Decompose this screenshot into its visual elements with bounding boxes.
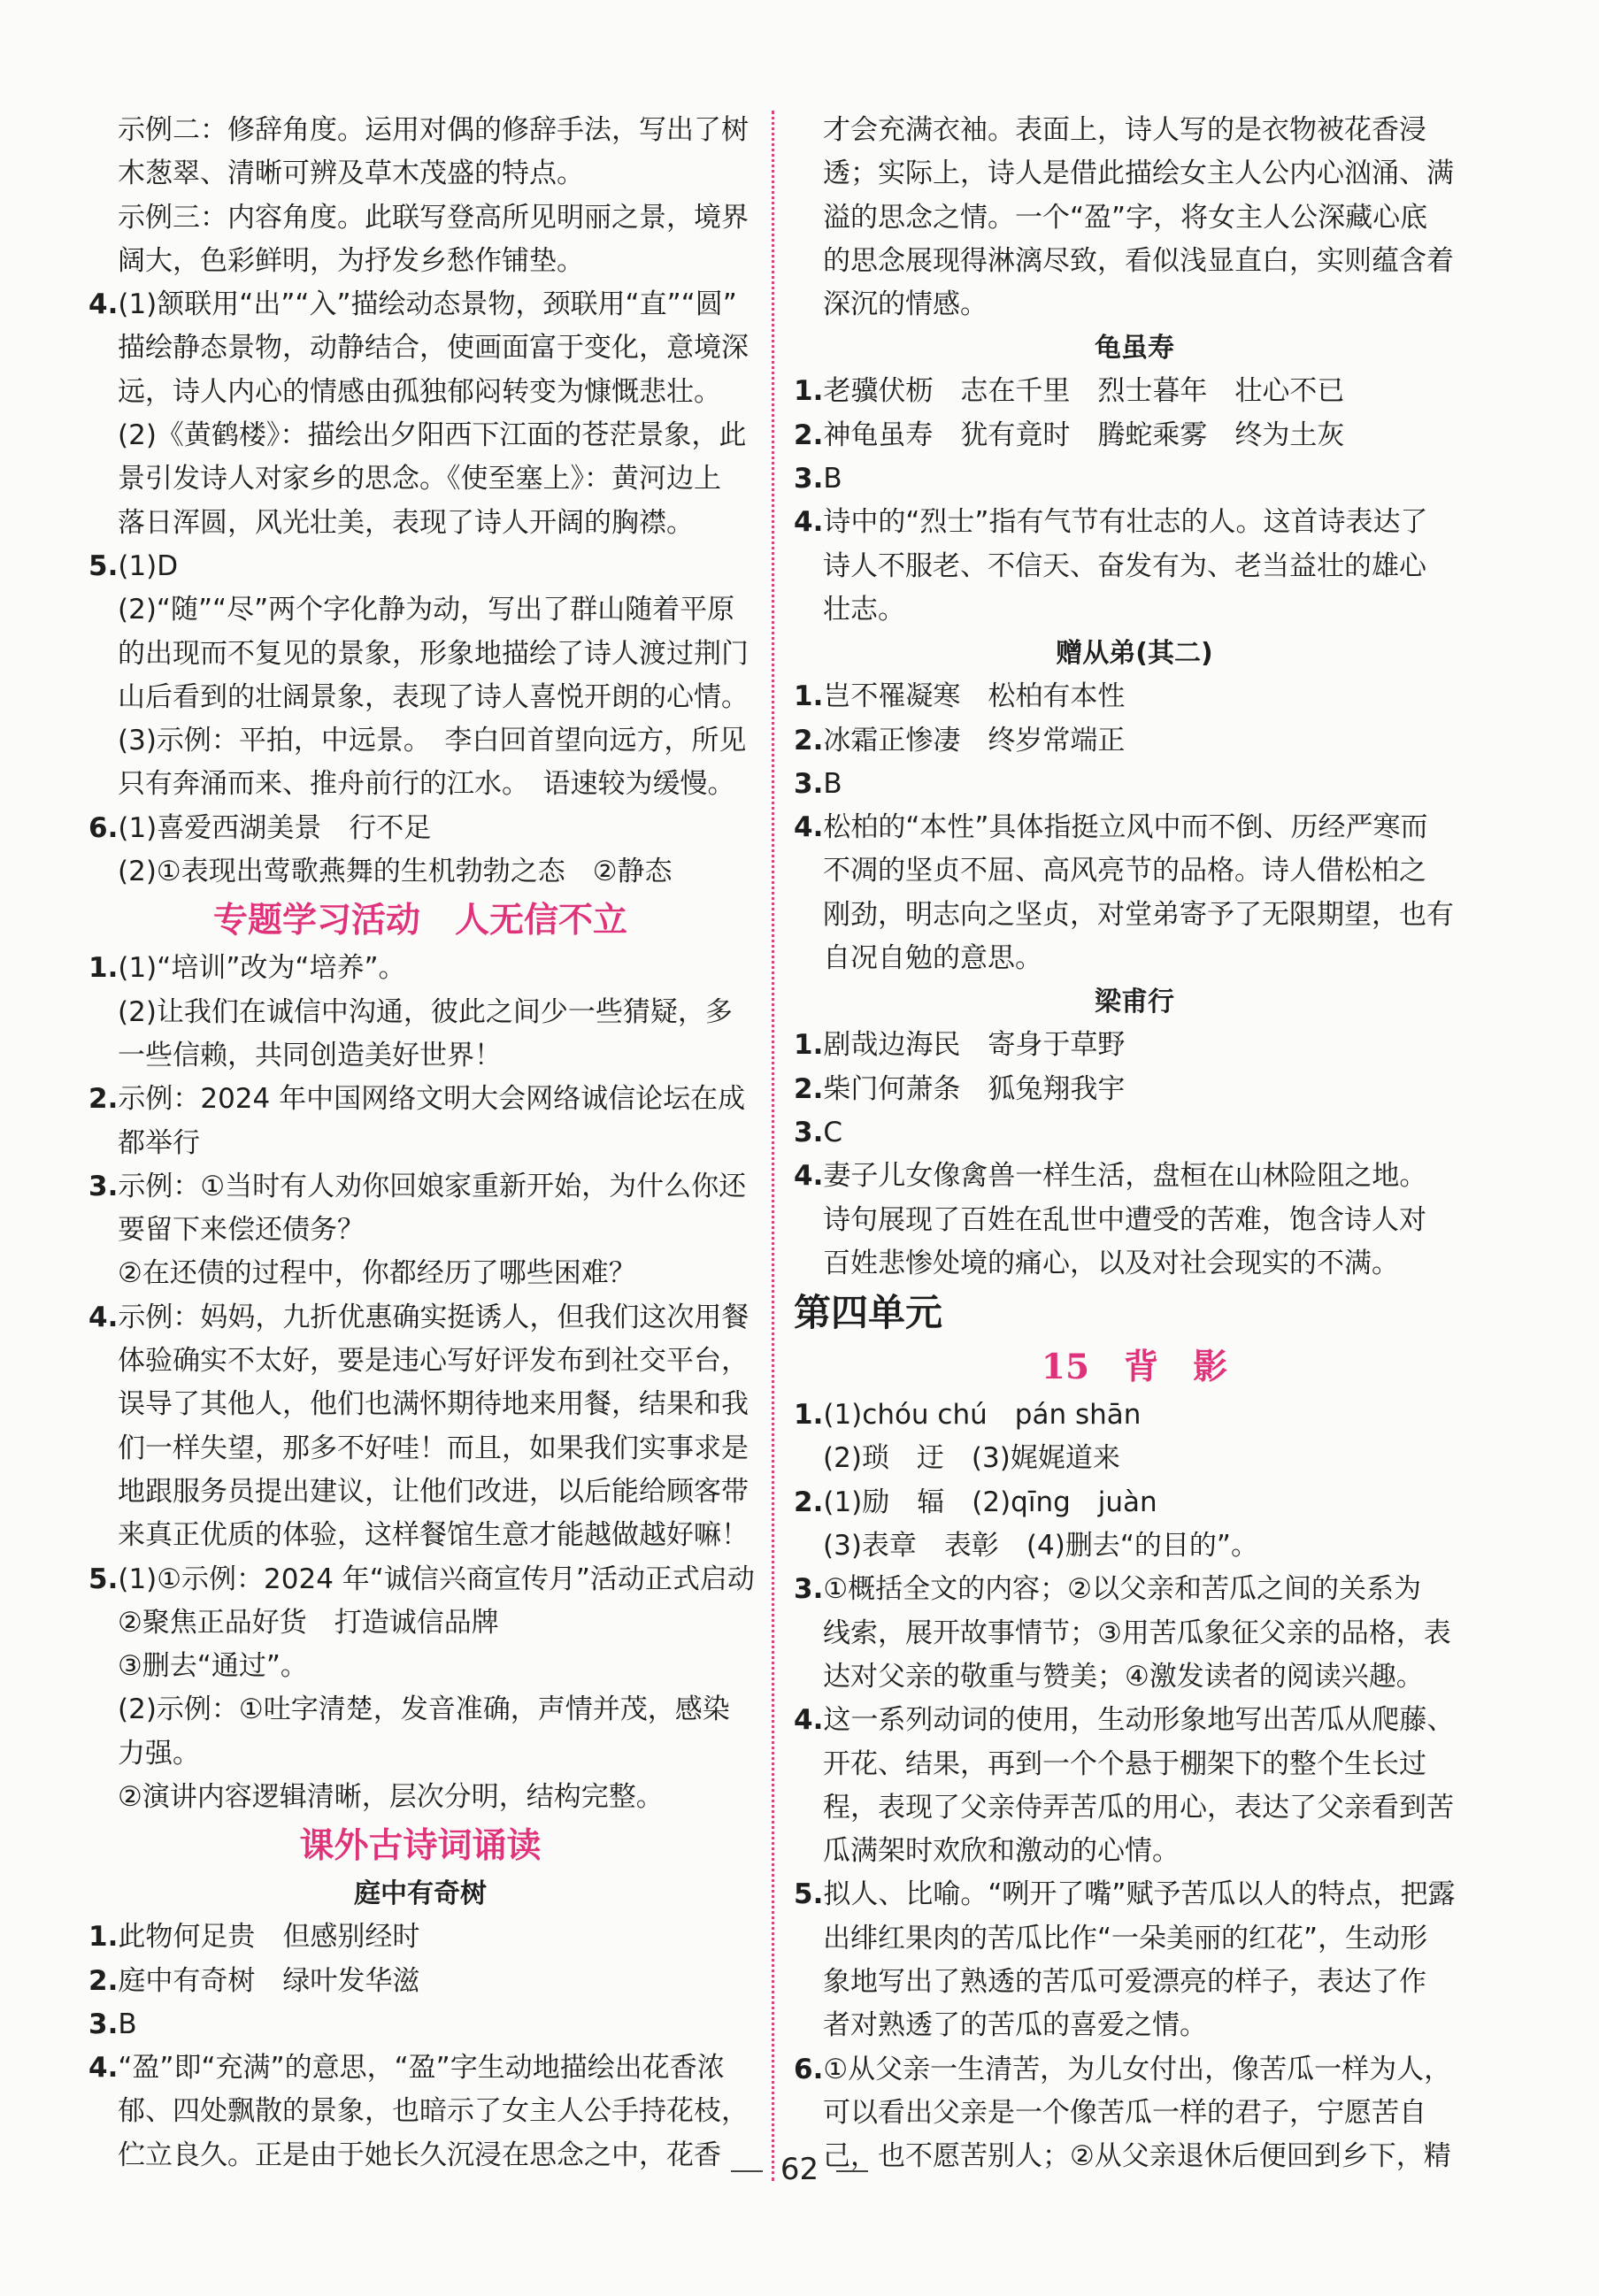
text-line <box>88 807 752 850</box>
answer-item <box>794 370 1475 413</box>
text-line <box>88 1558 755 1601</box>
text-line <box>794 763 1475 806</box>
item-text: 示例：妈妈，九折优惠确实挺诱人，但我们这次用餐 <box>118 1301 750 1333</box>
text-line: 不凋的坚贞不屈、高风亮节的品格。诗人借松柏之 <box>823 855 1426 887</box>
text-line: 描绘静态景物，动静结合，使画面富于变化，意境深 <box>118 332 749 365</box>
text-line: 溢的思念之情。一个“盈”字，将女主人公深藏心底 <box>823 201 1428 234</box>
item-text: 拟人、比喻。“咧开了嘴”赋予苦瓜以人的特点，把露 <box>823 1878 1456 1911</box>
text-line: ②聚焦正品好货 打造诚信品牌 <box>118 1606 499 1639</box>
text-line <box>794 719 1475 763</box>
answer-item <box>88 2003 752 2046</box>
item-number: 4. <box>88 2052 119 2085</box>
text-line <box>794 1394 1475 1437</box>
text-line <box>794 1155 1475 1198</box>
answer-item <box>794 501 1475 632</box>
poem-title: 庭中有奇树 <box>354 1878 487 1910</box>
unit-title: 第四单元 <box>794 1291 943 1335</box>
answer-item <box>794 1155 1475 1286</box>
item-number: 5. <box>794 1878 824 1911</box>
item-number: 4. <box>88 1301 119 1333</box>
item-number: 2. <box>88 1083 119 1116</box>
text-line: 壮志。 <box>823 593 905 626</box>
answer-item <box>88 1960 752 2003</box>
item-text: (1)喜爱西湖美景 行不足 <box>118 811 432 844</box>
item-number: 1. <box>88 1921 119 1954</box>
item-number: 2. <box>794 1072 824 1105</box>
text-line: 的出现而不复见的景象，形象地描绘了诗人渡过荆门 <box>118 637 749 670</box>
item-text: (1)颔联用“出”“入”描绘动态景物，颈联用“直”“圆” <box>118 288 737 321</box>
item-text: (1)chóu chú pán shān <box>823 1399 1142 1432</box>
page-footer <box>0 2152 1599 2187</box>
text-line: 透；实际上，诗人是借此描绘女主人公内心汹涌、满 <box>823 157 1454 190</box>
item-text: 老骥伏枥 志在千里 烈士暮年 壮心不已 <box>823 375 1345 408</box>
text-line: 象地写出了熟透的苦瓜可爱漂亮的样子，表达了作 <box>823 1965 1426 1998</box>
item-text: (1)励 辐 (2)qīng juàn <box>823 1486 1157 1518</box>
answer-item <box>88 1916 752 1959</box>
text-line <box>88 1296 752 1340</box>
poem-title: 龟虽寿 <box>1095 333 1174 365</box>
item-text: 剧哉边海民 寄身于草野 <box>823 1029 1126 1062</box>
answer-paragraph <box>88 991 752 1079</box>
text-line: 出绯红果肉的苦瓜比作“一朵美丽的红花”，生动形 <box>823 1922 1428 1954</box>
item-number: 3. <box>794 1573 824 1606</box>
answer-paragraph <box>794 109 1475 326</box>
text-line: 达对父亲的敬重与赞美；④激发读者的阅读兴趣。 <box>823 1660 1424 1693</box>
answer-item <box>88 807 752 850</box>
page-number: 62 <box>780 2152 819 2187</box>
text-line: 误导了其他人，他们也满怀期待地来用餐，结果和我 <box>118 1388 749 1421</box>
item-number: 3. <box>794 463 824 495</box>
section-title: 课外古诗词诵读 <box>299 1825 542 1867</box>
text-line <box>794 1699 1475 1742</box>
answer-paragraph <box>88 196 752 284</box>
text-line: (3)示例：平拍，中远景。 李白回首望向远方，所见 <box>118 725 747 757</box>
item-number: 4. <box>88 288 119 321</box>
text-line <box>794 414 1475 457</box>
item-number: 4. <box>794 506 824 539</box>
item-text: (1)D <box>118 549 179 582</box>
text-line: 刚劲，明志向之坚贞，对堂弟寄予了无限期望，也有 <box>823 898 1454 931</box>
text-line <box>794 457 1475 501</box>
text-line <box>794 1481 1475 1524</box>
item-text: 此物何足贵 但感别经时 <box>118 1921 420 1954</box>
text-line <box>88 1916 752 1959</box>
item-number: 3. <box>88 2008 119 2040</box>
right-column <box>794 109 1475 2178</box>
item-number: 5. <box>88 549 119 582</box>
item-number: 3. <box>794 767 824 800</box>
answer-item <box>794 1024 1475 1067</box>
item-number: 6. <box>794 2053 824 2085</box>
answer-paragraph <box>88 588 752 719</box>
text-line: 自况自勉的意思。 <box>823 942 1042 975</box>
answer-item <box>794 806 1475 980</box>
item-text: 松柏的“本性”具体指挺立风中而不倒、历经严寒而 <box>823 811 1428 844</box>
text-line <box>794 370 1475 413</box>
item-number: 6. <box>88 811 119 844</box>
text-line <box>794 1111 1475 1155</box>
item-text: (1)“培训”改为“培养”。 <box>118 952 406 985</box>
section-title: 专题学习活动 人无信不立 <box>212 900 627 941</box>
text-line: ②演讲内容逻辑清晰，层次分明，结构完整。 <box>118 1780 664 1813</box>
text-line: 都举行 <box>118 1126 200 1159</box>
answer-item <box>88 947 752 990</box>
text-line: 的思念展现得淋漓尽致，看似浅显直白，实则蕴含着 <box>823 244 1454 277</box>
text-line <box>88 545 752 588</box>
answer-item <box>794 1111 1475 1155</box>
item-text: 神龟虽寿 犹有竟时 腾蛇乘雾 终为土灰 <box>823 419 1345 451</box>
answer-item <box>794 1568 1475 1699</box>
answer-item <box>794 1481 1475 1569</box>
answer-paragraph <box>88 850 752 894</box>
item-text: 妻子儿女像禽兽一样生活，盘桓在山林险阻之地。 <box>823 1160 1427 1193</box>
answer-paragraph <box>88 1252 752 1295</box>
text-line: 百姓悲惨处境的痛心，以及对社会现实的不满。 <box>823 1247 1399 1279</box>
item-text: 示例：①当时有人劝你回娘家重新开始，为什么你还 <box>118 1170 747 1202</box>
item-text: 这一系列动词的使用，生动形象地写出苦瓜从爬藤、 <box>823 1704 1455 1737</box>
answer-paragraph <box>88 414 752 545</box>
text-line: 阔大，色彩鲜明，为抒发乡愁作铺垫。 <box>118 244 584 277</box>
text-line: 示例三：内容角度。此联写登高所见明丽之景，境界 <box>118 201 749 234</box>
text-line: (2)“随”“尽”两个字化静为动，写出了群山随着平原 <box>118 594 735 626</box>
text-line: 木葱翠、清晰可辨及草木茂盛的特点。 <box>118 157 584 190</box>
text-line <box>88 1960 752 2003</box>
item-text: ①从父亲一生清苦，为儿女付出，像苦瓜一样为人， <box>823 2053 1452 2085</box>
item-text: ①概括全文的内容；②以父亲和苦瓜之间的关系为 <box>823 1573 1421 1606</box>
answer-item <box>88 1165 752 1253</box>
text-line: 诗人不服老、不信天、奋发有为、老当益壮的雄心 <box>823 549 1426 582</box>
text-line <box>794 501 1475 544</box>
answer-item <box>794 457 1475 501</box>
text-line: 力强。 <box>118 1737 200 1770</box>
left-column <box>88 109 755 2177</box>
answer-paragraph <box>88 1688 752 1819</box>
answer-paragraph <box>88 719 752 807</box>
item-text: 冰霜正惨凄 终岁常端正 <box>823 724 1126 756</box>
item-text: 庭中有奇树 绿叶发华滋 <box>118 1964 420 1997</box>
text-line: 线索，展开故事情节；③用苦瓜象征父亲的品格，表 <box>823 1616 1451 1649</box>
text-line: (2)让我们在诚信中沟通，彼此之间少一些猜疑，多 <box>118 995 733 1028</box>
text-line: (2)①表现出莺歌燕舞的生机勃勃之态 ②静态 <box>118 856 673 888</box>
text-line <box>88 2003 752 2046</box>
answer-item <box>88 1078 752 1165</box>
item-number: 2. <box>794 419 824 451</box>
item-text: 岂不罹凝寒 松柏有本性 <box>823 680 1126 713</box>
item-text: (1)①示例：2024 年“诚信兴商宣传月”活动正式启动 <box>118 1563 755 1595</box>
item-number: 2. <box>794 1486 824 1518</box>
poem-title: 梁甫行 <box>1095 987 1174 1018</box>
text-line: 者对熟透了的苦瓜的喜爱之情。 <box>823 2009 1207 2042</box>
text-line: (2)琐 迂 (3)娓娓道来 <box>823 1442 1120 1475</box>
item-number: 2. <box>88 1964 119 1997</box>
text-line: 远，诗人内心的情感由孤独郁闷转变为慷慨悲壮。 <box>118 375 721 408</box>
text-line <box>794 1068 1475 1111</box>
text-line: 郁、四处飘散的景象，也暗示了女主人公手持花枝， <box>118 2095 749 2128</box>
text-line: 山后看到的壮阔景象，表现了诗人喜悦开朗的心情。 <box>118 680 749 713</box>
text-line: 可以看出父亲是一个像苦瓜一样的君子，宁愿苦自 <box>823 2096 1426 2129</box>
text-line: (2)《黄鹤楼》：描绘出夕阳西下江面的苍茫景象，此 <box>118 419 747 452</box>
text-line <box>794 1873 1475 1916</box>
text-line: (2)示例：①吐字清楚，发音准确，声情并茂，感染 <box>118 1693 730 1726</box>
text-line: 示例二：修辞角度。运用对偶的修辞手法，写出了树 <box>118 114 749 146</box>
item-text: 诗中的“烈士”指有气节有壮志的人。这首诗表达了 <box>823 506 1428 539</box>
answer-item <box>794 763 1475 806</box>
item-text: C <box>823 1116 843 1148</box>
text-line: ②在还债的过程中，你都经历了哪些困难？ <box>118 1257 636 1290</box>
text-line: 只有奔涌而来、推舟前行的江水。 语速较为缓慢。 <box>118 768 735 801</box>
answer-item <box>794 675 1475 718</box>
answer-item <box>794 719 1475 763</box>
answer-item <box>794 1873 1475 2047</box>
text-line: 要留下来偿还债务？ <box>118 1214 365 1247</box>
item-text: 示例：2024 年中国网络文明大会网络诚信论坛在成 <box>118 1083 746 1116</box>
item-text: 柴门何萧条 狐兔翔我宇 <box>823 1072 1126 1105</box>
item-number: 4. <box>794 1160 824 1193</box>
answer-item <box>794 1068 1475 1111</box>
text-line: ③删去“通过”。 <box>118 1650 308 1683</box>
text-line <box>794 1568 1475 1611</box>
text-line <box>88 947 752 990</box>
text-line <box>88 2046 752 2090</box>
text-line: 开花、结果，再到一个个悬于棚架下的整个生长过 <box>823 1747 1426 1780</box>
text-line: 来真正优质的体验，这样餐馆生意才能越做越好嘛！ <box>118 1519 749 1552</box>
item-text: “盈”即“充满”的意思，“盈”字生动地描绘出花香浓 <box>118 2052 725 2085</box>
text-line: 深沉的情感。 <box>823 288 988 321</box>
item-text: B <box>118 2008 137 2040</box>
section-title: 15 背 影 <box>1041 1347 1228 1388</box>
text-line: 程，表现了父亲侍弄苦瓜的用心，表达了父亲看到苦 <box>823 1791 1454 1824</box>
text-line <box>794 2048 1475 2092</box>
item-number: 4. <box>794 1704 824 1737</box>
text-line: 体验确实不太好，要是违心写好评发布到社交平台， <box>118 1345 749 1378</box>
text-line <box>88 1165 752 1209</box>
answer-item <box>794 414 1475 457</box>
item-number: 1. <box>794 680 824 713</box>
answer-item <box>794 1699 1475 1873</box>
item-text: B <box>823 463 842 495</box>
text-line: 们一样失望，那多不好哇！而且，如果我们实事求是 <box>118 1432 749 1464</box>
item-number: 3. <box>794 1116 824 1148</box>
footer-dash-right <box>836 2170 868 2172</box>
text-line: (3)表章 表彰 (4)删去“的目的”。 <box>823 1530 1258 1563</box>
text-line <box>794 1024 1475 1067</box>
text-line <box>794 806 1475 849</box>
item-number: 1. <box>88 952 119 985</box>
answer-item <box>88 1558 755 1689</box>
text-line <box>794 675 1475 718</box>
text-line: 才会充满衣袖。表面上，诗人写的是衣物被花香浸 <box>823 114 1426 146</box>
item-number: 3. <box>88 1170 119 1202</box>
item-number: 1. <box>794 1029 824 1062</box>
item-number: 1. <box>794 375 824 408</box>
item-number: 5. <box>88 1563 119 1595</box>
text-line: 诗句展现了百姓在乱世中遭受的苦难，饱含诗人对 <box>823 1203 1426 1236</box>
text-line <box>88 1078 752 1121</box>
text-line: 景引发诗人对家乡的思念。《使至塞上》：黄河边上 <box>118 463 721 495</box>
text-line: 瓜满架时欢欣和激动的心情。 <box>823 1835 1180 1868</box>
text-line: 伫立良久。正是由于她长久沉浸在思念之中，花香 <box>118 2139 721 2171</box>
poem-title: 赠从弟(其二) <box>1056 638 1213 670</box>
item-text: B <box>823 767 842 800</box>
text-line: 地跟服务员提出建议，让他们改进，以后能给顾客带 <box>118 1475 749 1508</box>
text-line <box>88 283 752 326</box>
footer-dash-left <box>731 2170 763 2172</box>
answer-item <box>794 1394 1475 1481</box>
answer-item <box>88 1296 752 1558</box>
answer-paragraph <box>88 109 752 196</box>
item-number: 2. <box>794 724 824 756</box>
answer-item <box>88 545 752 588</box>
answer-item <box>88 283 752 414</box>
text-line: 一些信赖，共同创造美好世界！ <box>118 1039 502 1071</box>
text-line: 己，也不愿苦别人；②从父亲退休后便回到乡下，精 <box>823 2140 1451 2173</box>
text-line: 落日浑圆，风光壮美，表现了诗人开阔的胸襟。 <box>118 506 694 539</box>
column-divider <box>772 111 774 2181</box>
item-number: 1. <box>794 1399 824 1432</box>
item-number: 4. <box>794 811 824 844</box>
